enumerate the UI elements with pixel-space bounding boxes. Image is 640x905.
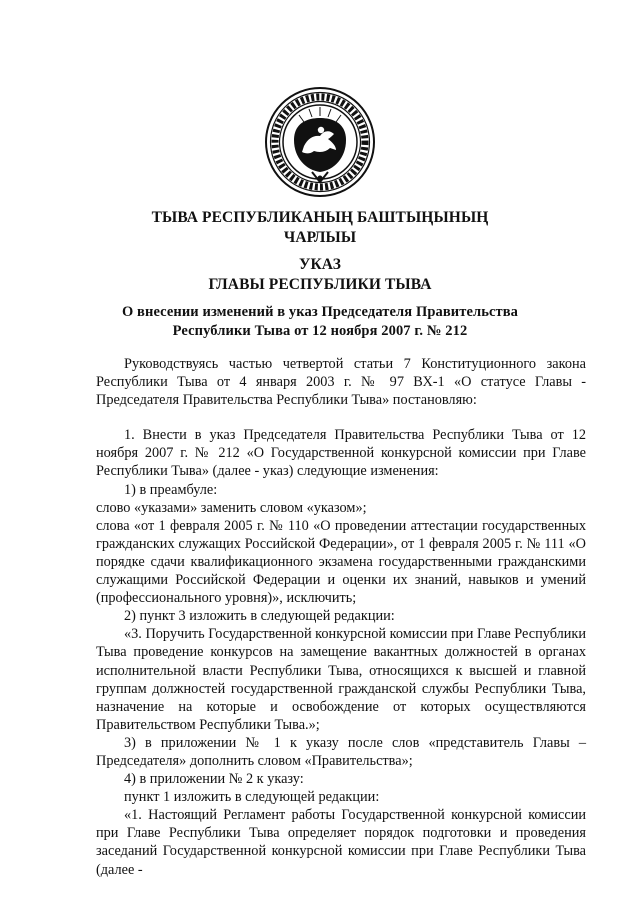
republic-title-line-1: ТЫВА РЕСПУБЛИКАНЫҢ БАШТЫҢЫНЫҢ (151, 209, 489, 226)
paragraph-point-3-text: «3. Поручить Государственной конкурсной комиссии при Главе Республики Тыва проведение конкурсов на замещение вакантных должностей в органах исполнительной власти Республики Тыва, относящихся к высшей и главной группам должностей государственной гражданской службы Республики Тыва, назначение на которые и освобождение от которых осуществляются Правительством Республики Тыва.»; (96, 626, 586, 733)
paragraph-subitem-3: 3) в приложении № 1 к указу после слов «представитель Главы – Председателя» дополнить словом «Правительства»; (96, 734, 586, 769)
ukaz-title-line-1: УКАЗ (298, 256, 341, 273)
paragraph-point-1-intro: пункт 1 изложить в следующей редакции: (124, 789, 380, 806)
document-subject (0, 303, 640, 341)
paragraph-reglament-text: «1. Настоящий Регламент работы Государственной конкурсной комиссии при Главе Республики Тыва определяет порядок подготовки и проведения заседаний Государственной конкурсной комиссии при Главе Республики Тыва (далее - (96, 807, 586, 878)
republic-title (0, 208, 640, 248)
paragraph-subitem-1: 1) в преамбуле: (124, 481, 218, 498)
ukaz-title (0, 255, 640, 295)
paragraph-preamble: Руководствуясь частью четвертой статьи 7 Конституционного закона Республики Тыва от 4 января 2003 г. № 97 ВХ-1 «О статусе Главы - Председателя Правительства Республики Тыва» постановляю: (96, 356, 586, 409)
paragraph-subitem-2: 2) пункт 3 изложить в следующей редакции: (124, 608, 395, 625)
ukaz-title-line-2: ГЛАВЫ РЕСПУБЛИКИ ТЫВА (208, 276, 432, 293)
subject-line-2: Республики Тыва от 12 ноября 2007 г. № 212 (172, 323, 468, 339)
republic-title-line-2: ЧАРЛЫЫ (283, 229, 357, 246)
paragraph-word-replace: слово «указами» заменить словом «указом»; (96, 499, 367, 516)
subject-line-1: О внесении изменений в указ Председателя Правительства (121, 304, 519, 320)
document-body (96, 355, 586, 879)
tyva-republic-coat-of-arms-icon (264, 86, 376, 198)
paragraph-words-exclude: слова «от 1 февраля 2005 г. № 110 «О проведении аттестации государственных гражданских служащих Российской Федерации», от 1 февраля 2005 г. № 111 «О порядке сдачи квалификационного экзамена государственными гражданскими служащими Российской Федерации и оценки их знаний, навыков и умений (профессионального уровня)», исключить; (96, 517, 586, 607)
paragraph-item-1: 1. Внести в указ Председателя Правительства Республики Тыва от 12 ноября 2007 г. № 212 «О Государственной конкурсной комиссии при Главе Республики Тыва» (далее - указ) следующие изменения: (96, 427, 586, 480)
coat-of-arms (264, 86, 376, 198)
paragraph-subitem-4: 4) в приложении № 2 к указу: (124, 771, 304, 788)
